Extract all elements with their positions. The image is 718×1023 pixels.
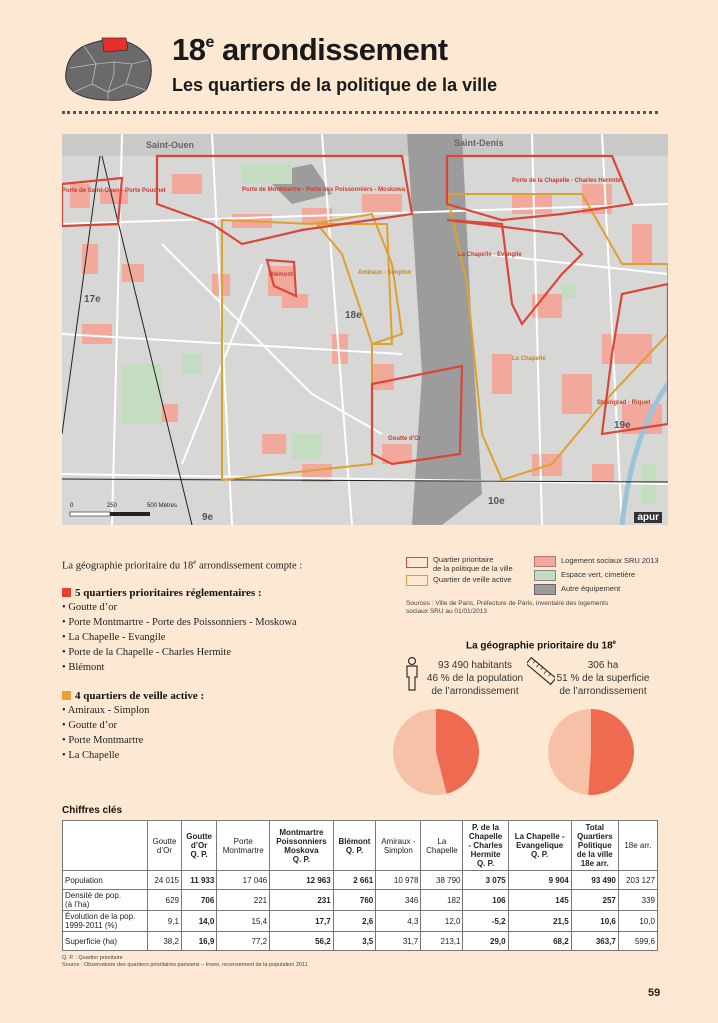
page-title: 18e arrondissement	[172, 32, 448, 67]
table-cell: 10,6	[571, 911, 618, 932]
legend-swatch-grey	[534, 584, 556, 595]
legend-swatch-red	[406, 557, 428, 568]
col-header: Amiraux - Simplon	[376, 821, 421, 871]
table-cell: 16,9	[181, 932, 216, 951]
veille-heading: 4 quartiers de veille active :	[62, 690, 204, 702]
table-cell: 257	[571, 890, 618, 911]
list-item: • La Chapelle	[62, 750, 120, 761]
arrondissement-label: 10e	[488, 496, 505, 507]
table-cell: 145	[508, 890, 571, 911]
table-cell: 93 490	[571, 871, 618, 890]
table-cell: 77,2	[217, 932, 270, 951]
population-figure: 93 490 habitants 46 % de la population de l’arrondissement	[426, 660, 524, 697]
table-cell: 706	[181, 890, 216, 911]
legend-label-orange: Quartier de veille active	[433, 575, 512, 584]
table-cell: 599,6	[618, 932, 657, 951]
arrondissement-label: 18e	[345, 310, 362, 321]
table-cell: 10,0	[618, 911, 657, 932]
table-cell: 3 075	[463, 871, 508, 890]
legend-label-pink: Logement sociaux SRU 2013	[561, 556, 659, 565]
col-header: La Chapelle - Evangelique Q. P.	[508, 821, 571, 871]
table-row	[63, 932, 658, 951]
table-corner	[63, 821, 148, 871]
population-pie	[392, 708, 480, 796]
table-header-row	[63, 821, 658, 871]
table-row	[63, 890, 658, 911]
table-cell: 56,2	[270, 932, 334, 951]
arrondissement-label: 9e	[202, 512, 214, 523]
arrondissement-label: 17e	[84, 294, 101, 305]
commune-label: Saint-Ouen	[146, 140, 195, 150]
intro-text: La géographie prioritaire du 18e arrondissement compte :	[62, 558, 303, 572]
col-header: Total Quartiers Politique de la ville 18e arr.	[571, 821, 618, 871]
apur-logo: apur	[634, 512, 662, 523]
key-figures-title: La géographie prioritaire du 18e	[465, 640, 617, 652]
table-cell: 3,5	[333, 932, 376, 951]
quartier-label-saint-ouen: Porte de Saint-Ouen - Porte Pouchet	[62, 188, 166, 194]
col-header: Goutte d’Or Q. P.	[181, 821, 216, 871]
legend-label-red: Quartier prioritaire de la politique de la ville	[433, 555, 513, 573]
table-cell: 629	[148, 890, 182, 911]
quartier-label-la-chapelle: La Chapelle	[512, 356, 546, 362]
table-cell: 17,7	[270, 911, 334, 932]
page-number: 59	[648, 987, 661, 999]
list-item: • Goutte d’or	[62, 602, 118, 613]
quartier-label-montmartre: Porte de Montmartre - Porte des Poissonniers - Moskowa	[242, 187, 406, 193]
table-cell: 11 933	[181, 871, 216, 890]
person-icon	[404, 657, 420, 691]
surface-share-slice	[588, 709, 634, 795]
table-cell: 363,7	[571, 932, 618, 951]
col-header: 18e arr.	[618, 821, 657, 871]
table-cell: 213,1	[421, 932, 463, 951]
col-header: Montmartre Poissonniers Moskova Q. P.	[270, 821, 334, 871]
table-cell: 24 015	[148, 871, 182, 890]
table-cell: 9 904	[508, 871, 571, 890]
table-cell: 221	[217, 890, 270, 911]
list-item: • Amiraux - Simplon	[62, 705, 150, 716]
row-header: Superficie (ha)	[63, 932, 148, 951]
table-cell: 2,6	[333, 911, 376, 932]
legend-swatch-green	[534, 570, 556, 581]
table-cell: 339	[618, 890, 657, 911]
table-cell: -5,2	[463, 911, 508, 932]
table-cell: 203 127	[618, 871, 657, 890]
quartier-label-blemont: Blémont	[269, 272, 293, 278]
table-cell: 21,5	[508, 911, 571, 932]
quartier-label-evangile: La Chapelle - Evangile	[458, 252, 522, 258]
legend-swatch-pink	[534, 556, 556, 567]
table-title: Chiffres clés	[62, 805, 123, 816]
quartiers-map	[62, 134, 668, 525]
scale-labels: 0 250 500 Mètres	[70, 503, 178, 509]
table-cell: 38,2	[148, 932, 182, 951]
table-row	[63, 871, 658, 890]
col-header: Porte Montmartre	[217, 821, 270, 871]
arrondissement-label: 19e	[614, 420, 631, 431]
quartier-label-amiraux: Amiraux - Simplon	[358, 270, 412, 276]
page-subtitle: Les quartiers de la politique de la ville	[172, 75, 498, 95]
prioritaires-heading: 5 quartiers prioritaires réglementaires :	[62, 587, 262, 599]
list-item: • Porte Montmartre	[62, 735, 144, 746]
table-cell: 760	[333, 890, 376, 911]
table-cell: 182	[421, 890, 463, 911]
table-cell: 2 661	[333, 871, 376, 890]
legend-label-green: Espace vert, cimetière	[561, 570, 636, 579]
table-cell: 12,0	[421, 911, 463, 932]
col-header: P. de la Chapelle - Charles Hermite Q. P.	[463, 821, 508, 871]
table-cell: 10 978	[376, 871, 421, 890]
list-item: • Goutte d’or	[62, 720, 118, 731]
quartier-label-porte-chapelle: Porte de la Chapelle - Charles Hermite	[512, 178, 621, 184]
table-cell: 15,4	[217, 911, 270, 932]
table-cell: 231	[270, 890, 334, 911]
table-cell: 106	[463, 890, 508, 911]
row-header: Population	[63, 871, 148, 890]
quartier-label-goutte-dor: Goutte d'Or	[388, 436, 422, 442]
table-cell: 346	[376, 890, 421, 911]
list-item: • Blémont	[62, 662, 105, 673]
table-cell: 68,2	[508, 932, 571, 951]
table-cell: 14,0	[181, 911, 216, 932]
col-header: Goutte d’Or	[148, 821, 182, 871]
legend-swatch-orange	[406, 575, 428, 586]
commune-label: Saint-Denis	[454, 138, 504, 148]
table-cell: 31,7	[376, 932, 421, 951]
table-cell: 29,0	[463, 932, 508, 951]
surface-figure: 306 ha 51 % de la superficie de l’arrondissement	[556, 660, 650, 697]
col-header: La Chapelle	[421, 821, 463, 871]
list-item: • Porte de la Chapelle - Charles Hermite	[62, 647, 232, 658]
table-notes: Q. P. : Quartier prioritaire Source : Observatoire des quartiers prioritaires parisiens – Insee, recensement de la population 2011	[62, 955, 308, 968]
table-row	[63, 911, 658, 932]
table-cell: 38 790	[421, 871, 463, 890]
table-cell: 12 963	[270, 871, 334, 890]
legend-label-grey: Autre équipement	[561, 584, 621, 593]
col-header: Blémont Q. P.	[333, 821, 376, 871]
row-header: Densité de pop. (à l’ha)	[63, 890, 148, 911]
paris-locator-map	[62, 34, 156, 104]
table-cell: 9,1	[148, 911, 182, 932]
quartier-label-stalingrad: Stalingrad - Riquet	[597, 400, 651, 406]
dotted-divider	[62, 111, 658, 114]
row-header: Évolution de la pop. 1999-2011 (%)	[63, 911, 148, 932]
list-item: • Porte Montmartre - Porte des Poissonniers - Moskowa	[62, 617, 297, 628]
table-cell: 4,3	[376, 911, 421, 932]
surface-pie	[547, 708, 635, 796]
list-item: • La Chapelle - Evangile	[62, 632, 166, 643]
map-sources: Sources : Ville de Paris, Préfecture de Paris, inventaire des logements sociaux SRU au 01/01/2013	[406, 600, 609, 615]
table-cell: 17 046	[217, 871, 270, 890]
key-figures-table	[62, 820, 658, 951]
